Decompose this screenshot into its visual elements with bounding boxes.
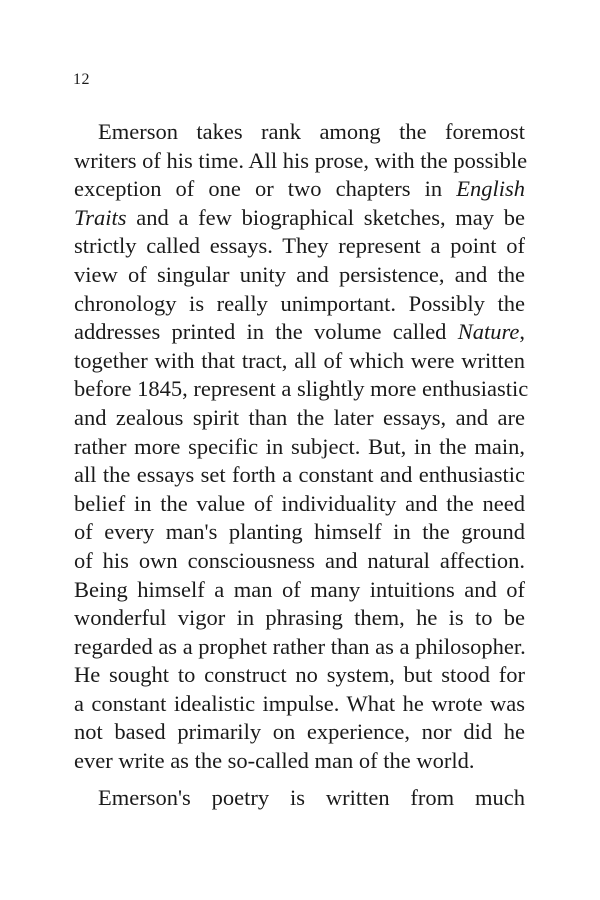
text-line: view of singular unity and persistence, and the: [74, 261, 525, 287]
text-line: of every man's planting himself in the ground: [74, 519, 525, 545]
text-line: together with that tract, all of which were written: [74, 347, 525, 373]
text-line: not based primarily on experience, nor did he: [74, 719, 525, 745]
text-line: [74, 204, 525, 233]
text-line: Being himself a man of many intuitions and of: [74, 576, 525, 602]
text-line: ever write as the so-called man of the world.: [74, 748, 475, 774]
page-number: 12: [73, 71, 90, 88]
text-line: [74, 318, 525, 347]
text-line: chronology is really unimportant. Possibly the: [74, 290, 525, 316]
text-line: strictly called essays. They represent a point of: [74, 233, 525, 259]
italic-title: Nature: [457, 319, 520, 345]
italic-title: English: [456, 176, 525, 202]
text-line: before 1845, represent a slightly more enthusiastic: [74, 376, 529, 402]
text-line: Emerson takes rank among the foremost: [98, 119, 525, 144]
text-line: of his own consciousness and natural affection.: [74, 547, 525, 573]
text-line: belief in the value of individuality and the need: [74, 490, 525, 516]
text-line: wonderful vigor in phrasing them, he is to be: [74, 605, 525, 631]
text-segment: addresses printed in the volume called: [74, 319, 458, 345]
body-text: [74, 118, 529, 812]
text-line: He sought to construct no system, but stood for: [74, 662, 525, 688]
text-line: a constant idealistic impulse. What he wrote was: [74, 690, 525, 716]
italic-title: Traits: [74, 204, 127, 230]
text-line: and zealous spirit than the later essays, and are: [74, 404, 525, 430]
text-line: rather more specific in subject. But, in the main,: [74, 433, 525, 459]
text-segment: ,: [519, 319, 525, 345]
text-line: writers of his time. All his prose, with the possible: [74, 147, 528, 173]
text-line: Emerson's poetry is written from much: [98, 784, 525, 810]
text-line: all the essays set forth a constant and enthusiastic: [74, 462, 525, 488]
text-line: regarded as a prophet rather than as a philosopher.: [74, 633, 526, 659]
text-line: [74, 175, 525, 204]
text-segment: and a few biographical sketches, may be: [126, 204, 525, 230]
text-segment: exception of one or two chapters in: [74, 176, 457, 202]
